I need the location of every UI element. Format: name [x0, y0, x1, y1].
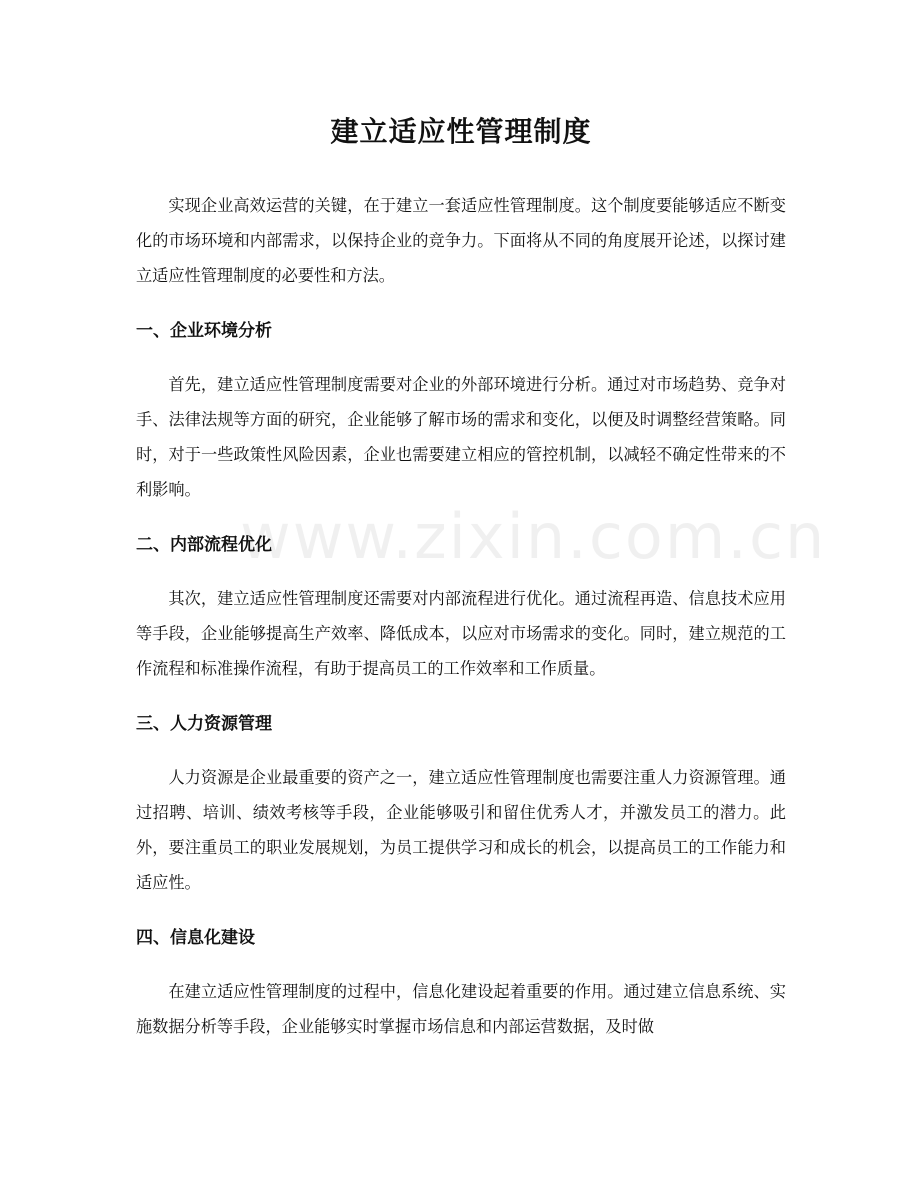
document-page	[136, 100, 786, 1068]
section-heading-it: 四、信息化建设	[136, 928, 255, 948]
section-heading-process: 二、内部流程优化	[136, 535, 272, 555]
section-body-environment: 首先，建立适应性管理制度需要对企业的外部环境进行分析。通过对市场趋势、竞争对手、法律法规等方面的研究，企业能够了解市场的需求和变化，以便及时调整经营策略。同时，对于一些政策性风险因素，企业也需要建立相应的管控机制，以减轻不确定性带来的不利影响。	[136, 375, 786, 499]
document-title: 建立适应性管理制度	[330, 115, 592, 148]
section-heading-environment: 一、企业环境分析	[136, 321, 272, 341]
section-body-hr: 人力资源是企业最重要的资产之一，建立适应性管理制度也需要注重人力资源管理。通过招聘、培训、绩效考核等手段，企业能够吸引和留住优秀人才，并激发员工的潜力。此外，要注重员工的职业发展规划，为员工提供学习和成长的机会，以提高员工的工作能力和适应性。	[136, 768, 786, 892]
intro-paragraph: 实现企业高效运营的关键，在于建立一套适应性管理制度。这个制度要能够适应不断变化的市场环境和内部需求，以保持企业的竞争力。下面将从不同的角度展开论述，以探讨建立适应性管理制度的必要性和方法。	[136, 196, 786, 285]
section-body-it: 在建立适应性管理制度的过程中，信息化建设起着重要的作用。通过建立信息系统、实施数据分析等手段，企业能够实时掌握市场信息和内部运营数据，及时做	[136, 982, 786, 1036]
watermark: www.zixin.com.cn	[240, 500, 827, 573]
section-heading-hr: 三、人力资源管理	[136, 714, 272, 734]
section-body-process: 其次，建立适应性管理制度还需要对内部流程进行优化。通过流程再造、信息技术应用等手段，企业能够提高生产效率、降低成本，以应对市场需求的变化。同时，建立规范的工作流程和标准操作流程，有助于提高员工的工作效率和工作质量。	[136, 589, 786, 678]
